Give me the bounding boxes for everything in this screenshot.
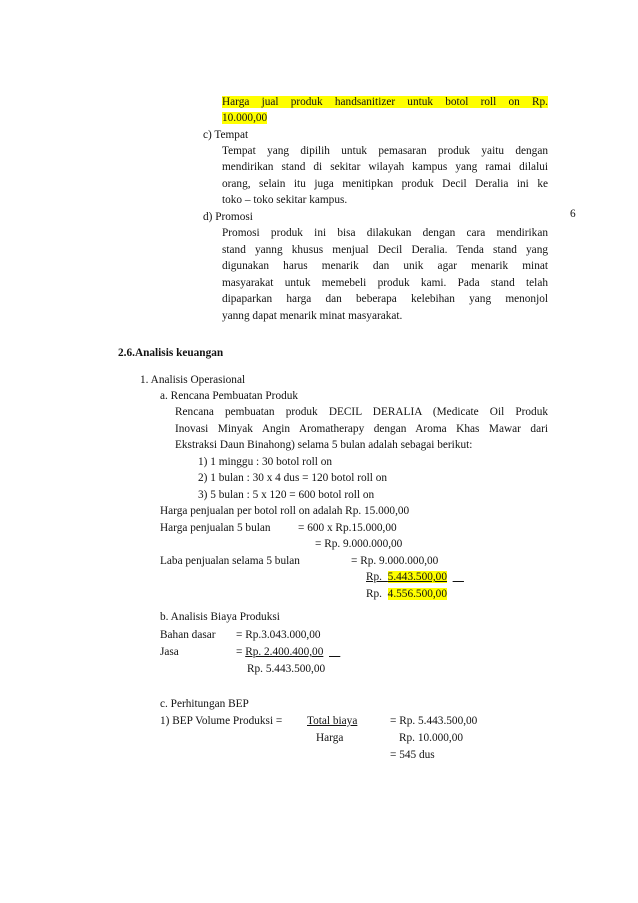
minus-sign: [453, 571, 464, 583]
bep-label: 1) BEP Volume Produksi =: [160, 715, 283, 727]
price-per-bottle: Harga penjualan per botol roll on adalah Rp. 15.000,00: [160, 505, 410, 517]
promo-line-2: stand yanng khusus menjual Decil Deralia. Tenda stand yang: [222, 244, 548, 256]
cost-total: Rp. 5.443.500,00: [247, 663, 326, 675]
cost-material-label: Bahan dasar: [160, 629, 216, 641]
plan-line-2: Inovasi Minyak Angin Aromatherapy dengan Aroma Khas Mawar dari: [175, 423, 548, 435]
place-label: c) Tempat: [203, 129, 249, 141]
sales-5m-label: Harga penjualan 5 bulan: [160, 522, 271, 534]
promo-line-1: Promosi produk ini bisa dilakukan dengan cara mendirikan: [222, 227, 548, 239]
sales-5m-calc: = 600 x Rp.15.000,00: [298, 522, 397, 534]
bep-result: = 545 dus: [390, 749, 435, 761]
sub-c-heading: c. Perhitungan BEP: [160, 698, 249, 710]
plan-item-2: 2) 1 bulan : 30 x 4 dus = 120 botol roll on: [198, 472, 387, 484]
plan-item-1: 1) 1 minggu : 30 botol roll on: [198, 456, 332, 468]
bep-denominator: Harga: [316, 732, 344, 744]
sub-a-heading: a. Rencana Pembuatan Produk: [160, 390, 299, 402]
profit-rp-3: Rp.: [366, 588, 383, 600]
place-line-2: mendirikan stand di sekitar wilayah kampus yang ramai dilalui: [222, 161, 548, 173]
promo-line-6: yanng dapat menarik minat masyarakat.: [222, 310, 403, 322]
profit-label: Laba penjualan selama 5 bulan: [160, 555, 300, 567]
cost-service-label: Jasa: [160, 646, 179, 658]
cost-service-value: = Rp. 2.400.400,00: [236, 646, 324, 658]
sales-5m-result: = Rp. 9.000.000,00: [315, 538, 403, 550]
price-line-1: Harga jual produk handsanitizer untuk botol roll on Rp.: [222, 96, 548, 108]
place-line-4: toko – toko sekitar kampus.: [222, 194, 348, 206]
sub-b-heading: b. Analisis Biaya Produksi: [160, 611, 280, 623]
plan-line-1: Rencana pembuatan produk DECIL DERALIA (Medicate Oil Produk: [175, 406, 548, 418]
price-line-2: 10.000,00: [222, 112, 268, 124]
profit-value-2: 5.443.500,00: [387, 571, 447, 583]
bep-numerator: Total biaya: [307, 715, 358, 727]
profit-line-2: [366, 570, 464, 584]
cost-material-value: = Rp.3.043.000,00: [236, 629, 321, 641]
profit-line-1: = Rp. 9.000.000,00: [351, 555, 439, 567]
promo-line-3: digunakan harus menarik dan unik agar menarik minat: [222, 260, 548, 272]
profit-value-3: 4.556.500,00: [387, 588, 447, 600]
bep-denominator-value: Rp. 10.000,00: [399, 732, 464, 744]
place-line-3: orang, selain itu juga menitipkan produk Decil Deralia ini ke: [222, 178, 548, 190]
item-1-heading: 1. Analisis Operasional: [140, 374, 246, 386]
section-heading: 2.6.Analisis keuangan: [118, 347, 224, 359]
plan-item-3: 3) 5 bulan : 5 x 120 = 600 botol roll on: [198, 489, 375, 501]
promo-line-4: masyarakat untuk memebeli produk kami. Pada stand telah: [222, 277, 548, 289]
page-number: 6: [570, 208, 576, 220]
profit-rp-2: Rp.: [366, 571, 383, 583]
plan-line-3: Ekstraksi Daun Binahong) selama 5 bulan adalah sebagai berikut:: [175, 439, 473, 451]
promo-line-5: dipaparkan harga dan beberapa kelebihan yang menonjol: [222, 293, 548, 305]
place-line-1: Tempat yang dipilih untuk pemasaran produk yaitu dengan: [222, 145, 548, 157]
bep-numerator-value: = Rp. 5.443.500,00: [390, 715, 478, 727]
promo-label: d) Promosi: [203, 211, 253, 223]
profit-line-3: [366, 587, 447, 601]
